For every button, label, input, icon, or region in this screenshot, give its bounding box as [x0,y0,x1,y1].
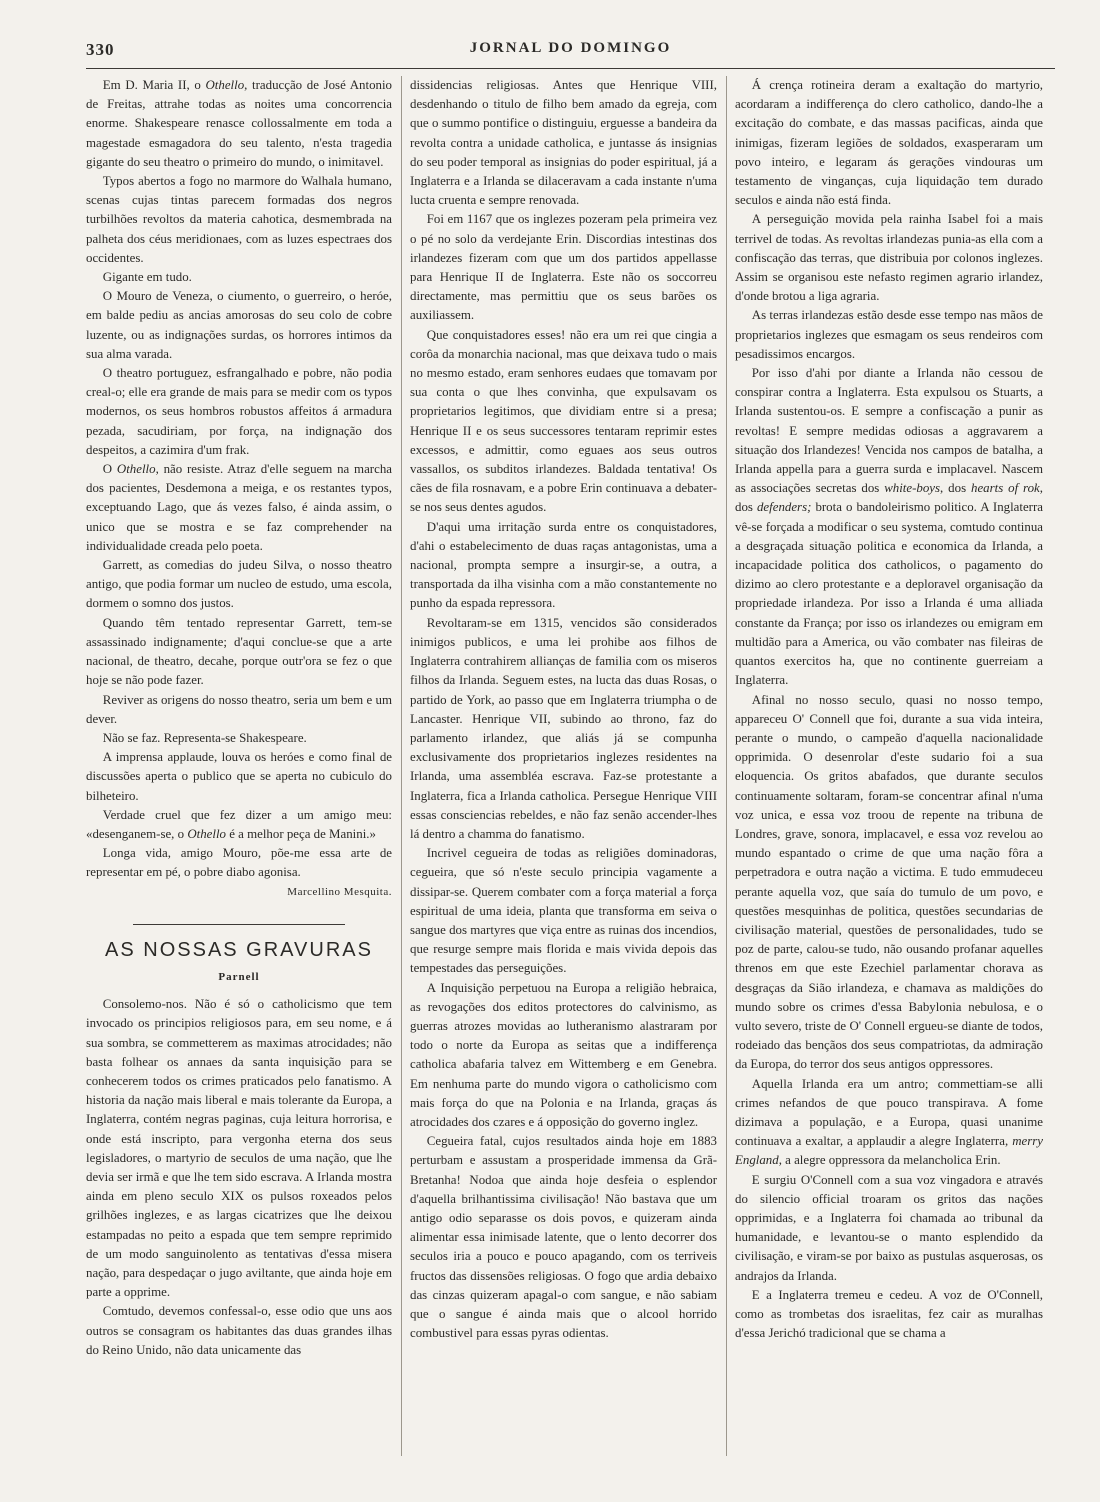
paragraph: Consolemo-nos. Não é só o catholicismo que tem invocado os principios religiosos para, em seu nome, e á sua sombra, se commetterem as maximas atrocidades; não basta folhear os annaes da santa inquisição para se conhecerem todos os crimes praticados pelo fanatismo. A historia da nação mais liberal e mais tolerante da Europa, a Inglaterra, contém negras paginas, cuja leitura horrorisa, e onde está inscripto, para vergonha eterna dos seus legisladores, o martyrio de seculos de uma nação, que lhe devia ser irmã e que lhe tem sido escrava. A Irlanda mostra ainda em pleno seculo XIX os pulsos roxeados pelos grilhões inglezes, e as largas cicatrizes que lhe deixou estampadas no peito a espada que tem sempre reprimido de um modo sanguinolento as tentativas d'essa misera nação, para despedaçar o jugo aviltante, que ainda hoje em parte a opprime. [86,997,392,1300]
paragraph: A perseguição movida pela rainha Isabel foi a mais terrivel de todas. As revoltas irlandezas punia-as ella com a confiscação das terras, que distribuia por colonos inglezes. Assim se organisou este nefasto regimen agrario irlandez, d'onde brotou a liga agraria. [735,212,1043,304]
journal-title: JORNAL DO DOMINGO [469,40,672,56]
column-1 [86,76,392,1456]
author-signature: Marcellino Mesquita. [287,885,392,898]
paragraph: Afinal no nosso seculo, quasi no nosso tempo, appareceu O' Connell que foi, durante a sua vida inteira, perante o mundo, o campeão d'aquella nacionalidade opprimida. O desenrolar d'este sudario foi a sua eloquencia. Os gritos abafados, que durante seculos continuamente soltaram, foram-se concentrar afinal n'uma voz unica, e essa voz troou de repente na tribuna de Londres, grave, sonora, implacavel, e essa voz revelou ao mundo espantado o crime de que uma nação fôra a perpetradora e outra nação a victima. E tudo emmudeceu perante aquella voz, que saía do tumulo de um povo, e questões mesquinhas de politica, questões secundarias de civilisação material, questões de personalidades, tudo se poz de parte, calou-se tudo, não ousando profanar aquelles threnos em que este Ezechiel parlamentar chorava as desgraças da Sião irlandeza, e chamava as maldições do mundo sobre os crimes d'essa Babylonia nebulosa, e o vulto severo, triste de O' Connell ergueu-se diante de todos, rodeiado das bençãos dos seus compatriotas, da admiração da Europa, do terror dos seus antigos oppressores. [735,692,1043,1072]
paragraph: O Othello, não resiste. Atraz d'elle seguem na marcha dos pacientes, Desdemona a meiga, e os restantes typos, exceptuando Lago, que ás vezes falso, é ainda assim, o unico que se mostra e se faz comprehender na individualidade creada pelo poeta. [86,462,392,553]
paragraph: As terras irlandezas estão desde esse tempo nas mãos de proprietarios inglezes que esmagam os seus rendeiros com pesadissimos encargos. [735,308,1043,361]
page-header [86,40,1055,64]
section-divider [133,924,345,925]
paragraph: Garrett, as comedias do judeu Silva, o nosso theatro antigo, que podia formar um nucleo de estudo, uma escola, dormem o somno dos justos. [86,558,392,611]
column-divider [726,76,727,1456]
paragraph: Longa vida, amigo Mouro, põe-me essa arte de representar em pé, o pobre diabo agonisa. [86,846,392,880]
paragraph: Cegueira fatal, cujos resultados ainda hoje em 1883 perturbam e assustam a prosperidade immensa da Grã-Bretanha! Nodoa que ainda hoje desfeia o esplendor d'aquella brilhantissima civilisação! Não bastava que um antigo odio separasse os dois povos, e quizeram ainda alimentar essa inimisade latente, que o lento decorrer dos seculos iria a pouco e pouco apagando, com os terriveis fructos das dissensões religiosas. O fogo que ardia debaixo das cinzas quizeram apagal-o com sangue, e não sabiam que o sangue é ainda mais que o alcool horrido combustivel para essas pyras odientas. [410,1134,717,1341]
paragraph: Não se faz. Representa-se Shakespeare. [102,730,307,745]
paragraph: Incrivel cegueira de todas as religiões dominadoras, cegueira, que só n'este seculo principia vagamente a dissipar-se. Querem combater com a força material a força espiritual de uma ideia, planta que transforma em seiva o sangue dos martyres que viça entre as ruinas dos incendios, que resurge sempre mais florida e mais vivida depois das tempestades das perseguições. [410,846,717,976]
paragraph: O theatro portuguez, esfrangalhado e pobre, não podia creal-o; elle era grande de mais para se medir com os typos modernos, os seus hombros robustos affeitos á armadura pezada, sacudiriam, por força, na indignação dos despeitos, a cazimira d'um frak. [86,366,392,457]
paragraph: O Mouro de Veneza, o ciumento, o guerreiro, o heróe, em balde pediu as ancias amorosas do seu colo de cobre luzente, ou as indignações surdas, os horrores intimos da sua alma varada. [86,289,392,361]
paragraph: Revoltaram-se em 1315, vencidos são considerados inimigos publicos, e uma lei prohibe aos filhos de Inglaterra contrahirem allianças de familia com os miseros filhos da Irlanda. Seguem estes, na lucta das duas Rosas, o partido de York, ao passo que em Inglaterra triumpha o de Lancaster. Henrique VII, subindo ao throno, faz do parlamento irlandez, que aliás já se compunha exclusivamente dos proprietarios inglezes residentes na Irlanda, uma assembléa escrava. Faz-se protestante a Inglaterra, fica a Irlanda catholica. Persegue Henrique VIII essas consciencias rebeldes, e não faz senão accender-lhes lá dentro a chamma do fanatismo. [410,615,717,841]
paragraph: Foi em 1167 que os inglezes pozeram pela primeira vez o pé no solo da verdejante Erin. Discordias intestinas dos irlandezes fizeram com que um dos partidos appellasse para Henrique II de Inglaterra. Este não os soccorreu directamente, mas permittiu que os seus barões os auxiliassem. [410,212,717,323]
paragraph: A imprensa applaude, louva os heróes e como final de discussões aperta o publico que se aperta no cubiculo do bilheteiro. [86,750,392,803]
paragraph: Aquella Irlanda era um antro; commettiam-se alli crimes nefandos de que pouco transpirava. A fome dizimava a população, e a Europa, quasi unanime continuava a exaltar, a applaudir a alegre Inglaterra, merry England, a alegre oppressora da melancholica Erin. [735,1076,1043,1168]
section-subheading: Parnell [218,970,260,983]
paragraph: Reviver as origens do nosso theatro, seria um bem e um dever. [86,692,392,726]
paragraph: Comtudo, devemos confessal-o, esse odio que uns aos outros se consagram os habitantes das duas grandes ilhas do Reino Unido, não data unicamente das [86,1304,392,1357]
paragraph: Verdade cruel que fez dizer a um amigo meu: «desenganem-se, o Othello é a melhor peça de Manini.» [86,807,392,841]
paragraph: E surgiu O'Connell com a sua voz vingadora e através do silencio official troaram os gritos das nações opprimidas, e a Inglaterra foi chamada ao tribunal da humanidade, e levantou-se o manto esplendido da civilisação, e viram-se por baixo as pustulas asquerosas, os andrajos da Irlanda. [735,1172,1043,1283]
paragraph: Á crença rotineira deram a exaltação do martyrio, acordaram a indifferença do clero catholico, dando-lhe a excitação do combate, e das massas pacificas, ainda que inimigas, fizeram legiões de soldados, exasperaram um povo inteiro, e legaram ás gerações vindouras um testamento de vinganças, cuja liquidação tem durado seculos e ainda não está finda. [735,78,1043,208]
paragraph: Typos abertos a fogo no marmore do Walhala humano, scenas cujas tintas parecem formadas dos negros turbilhões revoltos da materia cahotica, desmembrada na palheta dos céus meridionaes, com as luzes espectraes dos occidentes. [86,174,392,265]
paragraph: Por isso d'ahi por diante a Irlanda não cessou de conspirar contra a Inglaterra. Esta expulsou os Stuarts, a Irlanda sustentou-os. E sempre a confiscação a punir as revoltas! E sempre medidas odiosas a aggravarem a situação dos Irlandezes! Vencida nos campos de batalha, a Irlanda appella para a guerra surda e implacavel. Nascem as associações secretas dos white-boys, dos hearts of rok, dos defenders; brota o bandoleirismo politico. A Inglaterra vê-se forçada a modificar o seu systema, comtudo continua a desgraçada situação politica e economica da Irlanda, a incapacidade politica dos catholicos, o pagamento do dizimo ao clero protestante e a deploravel organisação da propriedade irlandeza. Por isso a Irlanda é uma alliada constante da França; por isso os irlandezes ou emigram em multidão para a America, ou vão combater nas fileiras de quantos exercitos ha, que no continente guerreiam a Inglaterra. [735,366,1043,688]
paragraph: dissidencias religiosas. Antes que Henrique VIII, desdenhando o titulo de filho bem amado da egreja, com que o summo pontifice o distinguiu, erguesse a bandeira da revolta contra a unidade catholica, e juntasse ás insignias do seu poder temporal as insignias do poder espiritual, já a Inglaterra e a Irlanda se dilaceravam a cada instante n'uma lucta cruenta e sempre renovada. [410,78,717,208]
page-number: 330 [86,40,115,59]
paragraph: D'aqui uma irritação surda entre os conquistadores, d'ahi o estabelecimento de duas raças antagonistas, uma a nacional, prompta sempre a insurgir-se, a outra, a transportada da ilha visinha com a mão constantemente no punho da espada repressora. [410,519,717,611]
paragraph: Quando têm tentado representar Garrett, tem-se assassinado indignamente; d'aqui conclue-se que a arte nacional, de theatro, decahe, porque outr'ora se fez o que hoje se não pode fazer. [86,615,392,688]
paragraph: E a Inglaterra tremeu e cedeu. A voz de O'Connell, como as trombetas dos israelitas, fez cair as muralhas d'essa Jerichó tradicional que se chama a [735,1287,1043,1341]
paragraph: Gigante em tudo. [102,270,192,285]
paragraph: Que conquistadores esses! não era um rei que cingia a corôa da monarchia nacional, mas que deixava tudo o mais no mesmo estado, eram senhores eudaes que tomavam por sua conta o que lhes convinha, que expulsavam os proprietarios legitimos, que dividiam entre si a presa; Henrique II e os seus successores tentaram reprimir estes excessos, e admittir, como eguaes aos seus outros vassallos, os subditos irlandezes. Baldada tentativa! Os cães de fila rosnavam, e a pobre Erin continuava a debater-se nos seus dentes agudos. [410,327,717,515]
column-3 [735,76,1043,1456]
paragraph: A Inquisição perpetuou na Europa a religião hebraica, as revogações dos editos protectores do calvinismo, as guerras atrozes movidas ao lutheranismo alastraram por todo o norte da Europa as seitas que a indifferença catholica abafaria talvez em Wittemberg e em Genebra. Em nenhuma parte do mundo vigora o catholicismo com mais força do que na Polonia e na Irlanda, graças ás atrocidades dos czares e á opposição do governo inglez. [410,980,717,1129]
column-divider [401,76,402,1456]
section-heading: AS NOSSAS GRAVURAS [105,938,373,961]
paragraph: Em D. Maria II, o Othello, traducção de José Antonio de Freitas, attrahe todas as noites uma concorrencia enorme. Shakespeare renasce collossalmente em toda a magestade esmagadora do seu talento, n'esta tragedia gigante do seu theatro o primeiro do mundo, o inimitavel. [86,78,392,169]
header-rule [86,68,1055,69]
column-2 [410,76,717,1456]
